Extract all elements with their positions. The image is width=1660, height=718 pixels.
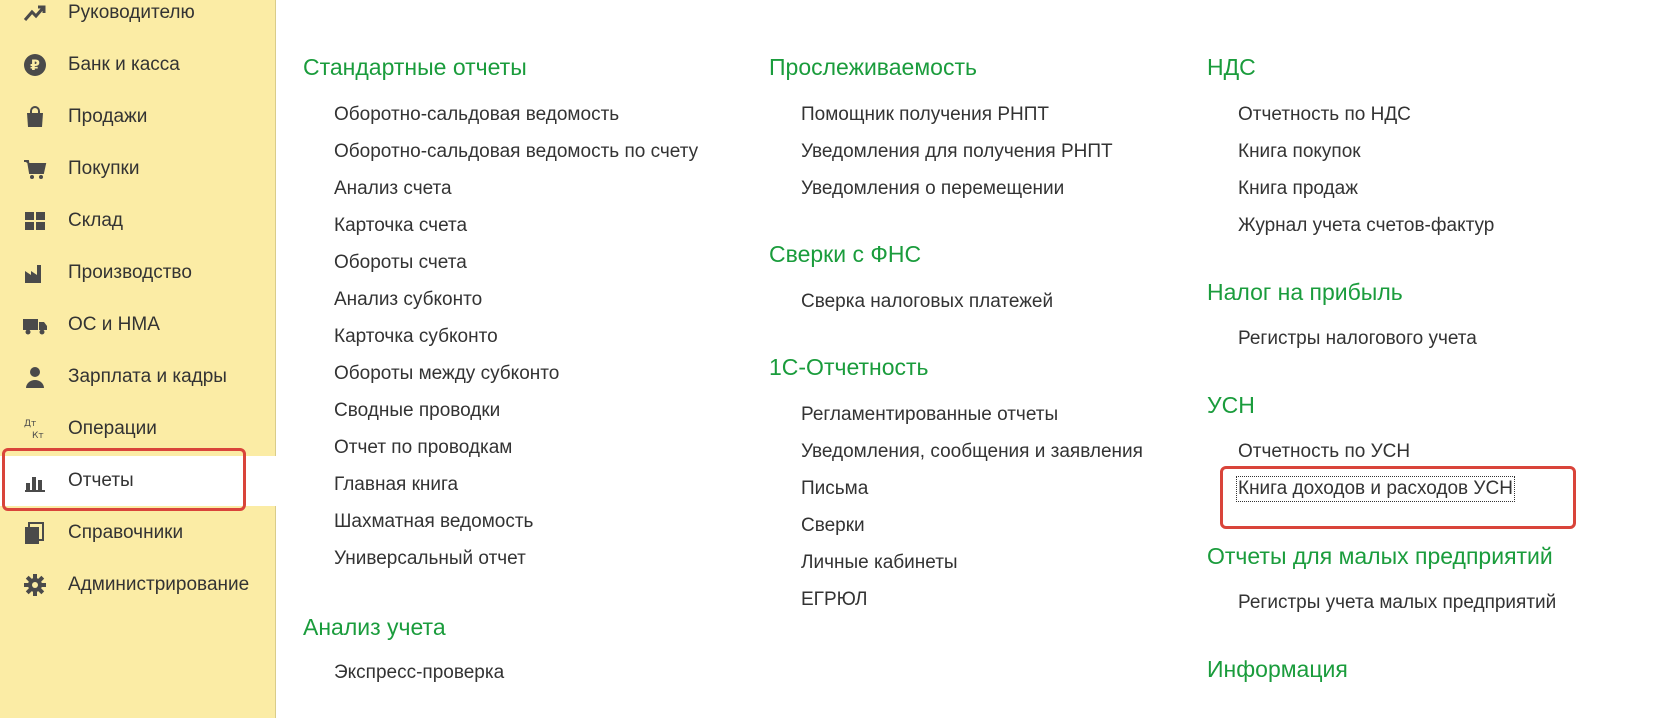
- ruble-icon: [22, 52, 48, 78]
- section-title-fns-reconciliation: Сверки с ФНС: [769, 241, 922, 267]
- section-title-accounting-analysis: Анализ учета: [303, 614, 446, 640]
- gear-icon: [22, 572, 48, 598]
- sidebar-item-label: Склад: [68, 210, 123, 231]
- sidebar-item-administration[interactable]: [0, 560, 276, 610]
- svg-text:₽: ₽: [30, 58, 40, 74]
- link-account-analysis[interactable]: Анализ счета: [334, 178, 452, 199]
- factory-icon: [22, 260, 48, 286]
- sidebar-item-label: Производство: [68, 262, 192, 283]
- cart-icon: [22, 156, 48, 182]
- sidebar-item-label: ОС и НМА: [68, 314, 160, 335]
- person-icon: [22, 364, 48, 390]
- sidebar-item-label: Продажи: [68, 106, 148, 127]
- sidebar-item-label: Справочники: [68, 522, 184, 543]
- link-personal-accounts[interactable]: Личные кабинеты: [801, 552, 958, 573]
- section-title-1c-reporting: 1С-Отчетность: [769, 354, 929, 380]
- link-universal-report[interactable]: Универсальный отчет: [334, 548, 526, 569]
- link-reconciliations[interactable]: Сверки: [801, 515, 865, 536]
- trend-icon: [22, 0, 48, 26]
- sidebar-item-label: Операции: [68, 418, 157, 439]
- sidebar-item-manager[interactable]: [0, 0, 276, 38]
- link-egrul[interactable]: ЕГРЮЛ: [801, 589, 868, 610]
- link-tax-payments-reconciliation[interactable]: Сверка налоговых платежей: [801, 291, 1054, 312]
- link-sales-book[interactable]: Книга продаж: [1238, 178, 1358, 199]
- link-invoice-journal[interactable]: Журнал учета счетов-фактур: [1238, 215, 1495, 236]
- link-vat-reporting[interactable]: Отчетность по НДС: [1238, 104, 1411, 125]
- truck-icon: [22, 312, 48, 338]
- link-general-ledger[interactable]: Главная книга: [334, 474, 459, 495]
- link-subconto-analysis[interactable]: Анализ субконто: [334, 289, 483, 310]
- dt-kt-icon: [22, 416, 48, 442]
- sidebar-item-salary[interactable]: [0, 352, 276, 402]
- section-title-usn: УСН: [1207, 392, 1255, 418]
- link-letters[interactable]: Письма: [801, 478, 869, 499]
- sidebar-item-label: Покупки: [68, 158, 140, 179]
- sidebar-item-bank[interactable]: [0, 40, 276, 90]
- sidebar-item-label: Отчеты: [68, 470, 134, 491]
- warehouse-icon: [22, 208, 48, 234]
- link-usn-income-expense-book[interactable]: Книга доходов и расходов УСН: [1238, 478, 1513, 499]
- section-title-information: Информация: [1207, 656, 1348, 682]
- svg-text:Кт: Кт: [32, 431, 44, 441]
- sidebar-item-operations[interactable]: [0, 404, 276, 454]
- link-subconto-card[interactable]: Карточка субконто: [334, 326, 498, 347]
- link-usn-reporting[interactable]: Отчетность по УСН: [1238, 441, 1411, 462]
- link-notifications-messages[interactable]: Уведомления, сообщения и заявления: [801, 441, 1143, 462]
- sidebar-item-fixed-assets[interactable]: [0, 300, 276, 350]
- sidebar-item-production[interactable]: [0, 248, 276, 298]
- section-title-profit-tax: Налог на прибыль: [1207, 279, 1403, 305]
- sidebar-item-label: Администрирование: [68, 574, 250, 595]
- link-small-business-registers[interactable]: Регистры учета малых предприятий: [1238, 592, 1557, 613]
- link-regulated-reports[interactable]: Регламентированные отчеты: [801, 404, 1059, 425]
- section-title-small-business-reports: Отчеты для малых предприятий: [1207, 543, 1553, 569]
- sidebar: [0, 0, 276, 718]
- sidebar-item-reports[interactable]: [0, 456, 276, 506]
- link-chess-sheet[interactable]: Шахматная ведомость: [334, 511, 534, 532]
- link-turnover-balance-by-account[interactable]: Оборотно-сальдовая ведомость по счету: [334, 141, 699, 162]
- section-title-traceability: Прослеживаемость: [769, 54, 977, 80]
- link-purchase-book[interactable]: Книга покупок: [1238, 141, 1361, 162]
- link-rnpt-notifications[interactable]: Уведомления для получения РНПТ: [801, 141, 1113, 162]
- sidebar-item-label: Руководителю: [68, 2, 195, 23]
- sidebar-item-purchases[interactable]: [0, 144, 276, 194]
- bar-chart-icon: [22, 468, 48, 494]
- link-account-turnovers[interactable]: Обороты счета: [334, 252, 467, 273]
- section-title-standard-reports: Стандартные отчеты: [303, 54, 527, 80]
- shopping-bag-icon: [22, 104, 48, 130]
- books-icon: [22, 520, 48, 546]
- svg-text:Дт: Дт: [24, 419, 37, 429]
- link-tax-registers[interactable]: Регистры налогового учета: [1238, 328, 1477, 349]
- sidebar-item-sales[interactable]: [0, 92, 276, 142]
- link-turnover-balance-sheet[interactable]: Оборотно-сальдовая ведомость: [334, 104, 620, 125]
- sidebar-item-label: Банк и касса: [68, 54, 180, 75]
- sidebar-item-warehouse[interactable]: [0, 196, 276, 246]
- link-rnpt-assistant[interactable]: Помощник получения РНПТ: [801, 104, 1050, 125]
- sidebar-item-label: Зарплата и кадры: [68, 366, 227, 387]
- section-title-vat: НДС: [1207, 54, 1256, 80]
- link-summary-entries[interactable]: Сводные проводки: [334, 400, 501, 421]
- sidebar-item-directories[interactable]: [0, 508, 276, 558]
- link-transfer-notifications[interactable]: Уведомления о перемещении: [801, 178, 1065, 199]
- link-express-check[interactable]: Экспресс-проверка: [334, 662, 505, 683]
- link-entries-report[interactable]: Отчет по проводкам: [334, 437, 513, 458]
- link-turnovers-between-subconto[interactable]: Обороты между субконто: [334, 363, 560, 384]
- link-account-card[interactable]: Карточка счета: [334, 215, 468, 236]
